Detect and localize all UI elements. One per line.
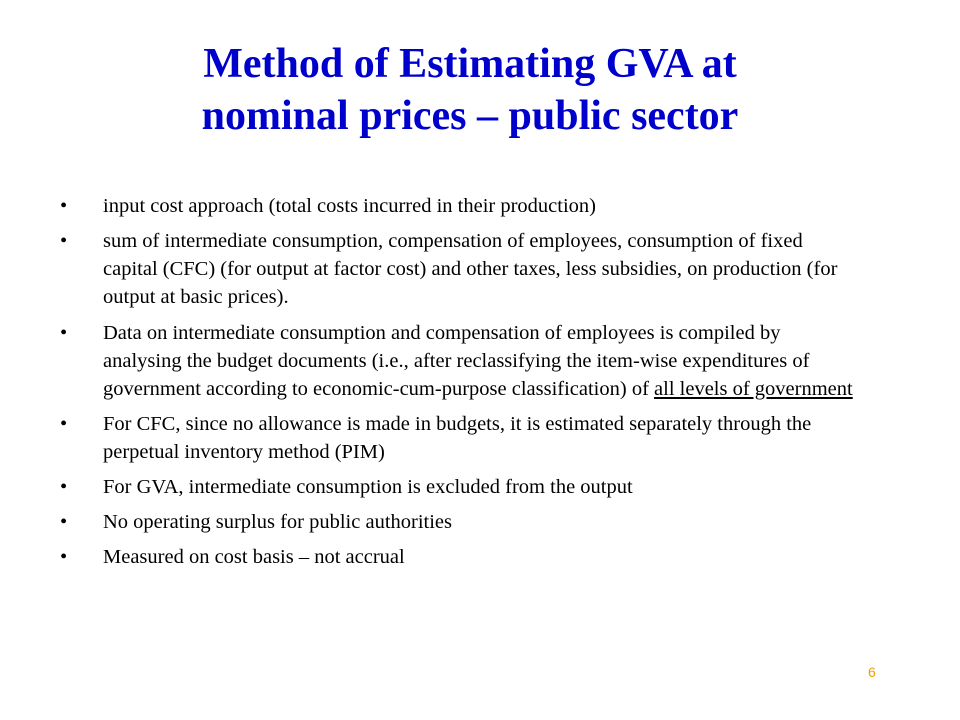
bullet-icon: • (60, 546, 68, 568)
bullet-icon: • (60, 476, 68, 498)
bullet-icon: • (60, 195, 68, 217)
bullet-icon: • (60, 511, 68, 533)
bullet-item (60, 319, 860, 403)
bullet-underlined-text: all levels of government (654, 378, 853, 400)
bullet-text: input cost approach (total costs incurred in their production) (103, 195, 597, 217)
bullet-item (60, 543, 860, 571)
bullet-item (60, 227, 860, 311)
bullet-item (60, 508, 860, 536)
title-line-2: nominal prices – public sector (201, 93, 739, 139)
slide-title (100, 38, 840, 142)
bullet-list (60, 192, 860, 578)
bullet-text: No operating surplus for public authorities (103, 511, 453, 533)
title-line-1: Method of Estimating GVA at (203, 41, 737, 87)
bullet-item (60, 473, 860, 501)
bullet-text: Data on intermediate consumption and compensation of employees is compiled by analysing the budget documents (i.e., after reclassifying the item-wise expenditures of government according to economic-cum-purpose classification) of (103, 322, 810, 400)
bullet-text: Measured on cost basis – not accrual (103, 546, 405, 568)
bullet-text: For CFC, since no allowance is made in budgets, it is estimated separately through the perpetual inventory method (PIM) (103, 413, 812, 463)
bullet-text: sum of intermediate consumption, compensation of employees, consumption of fixed capital (CFC) (for output at factor cost) and other taxes, less subsidies, on production (for output at basic prices). (103, 230, 838, 308)
bullet-icon: • (60, 322, 68, 344)
bullet-icon: • (60, 413, 68, 435)
slide-number: 6 (868, 664, 876, 680)
bullet-text: For GVA, intermediate consumption is excluded from the output (103, 476, 633, 498)
bullet-item (60, 192, 860, 220)
bullet-item (60, 410, 860, 466)
bullet-icon: • (60, 230, 68, 252)
